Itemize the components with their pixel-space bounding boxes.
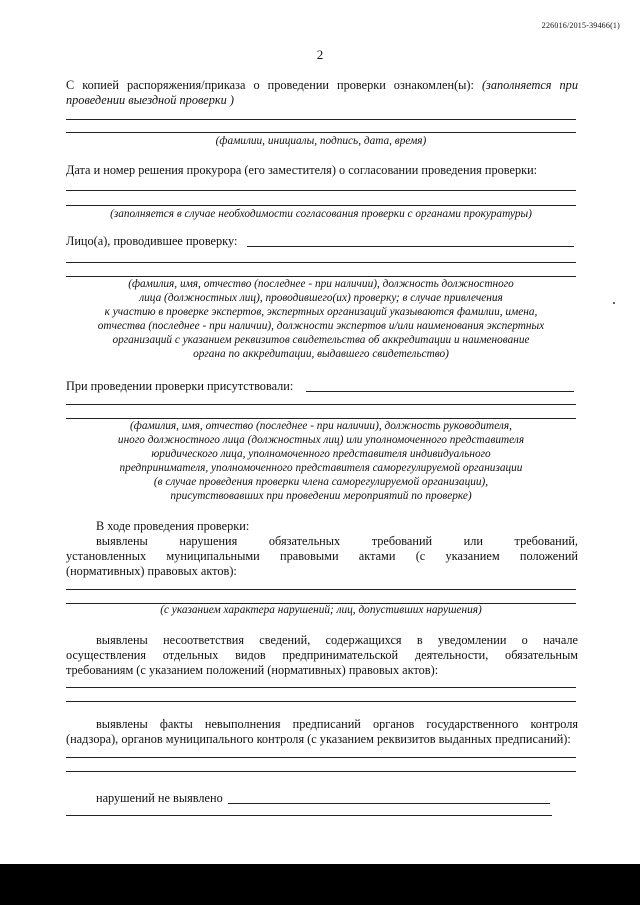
no-violations-line-2[interactable] <box>66 815 552 816</box>
signature-caption: (фамилии, инициалы, подпись, дата, время) <box>215 135 427 147</box>
inspector-caption-line: органа по аккредитации, выдавшего свидетельство) <box>193 348 449 360</box>
violations-caption: (с указанием характера нарушений; лиц, допустивших нарушения) <box>160 604 482 616</box>
attendees-caption-line: иного должностного лица (должностных лиц) или уполномоченного представителя <box>117 434 525 446</box>
prosecutor-decision-line-2[interactable] <box>66 205 576 206</box>
inspector-caption-line: лица (должностных лиц), проводившего(их) проверку; в случае привлечения <box>139 292 503 304</box>
inconsistencies-line: осуществления отдельных видов предпринимательской деятельности, обязательным <box>66 648 578 662</box>
acquaintance-text: С копией распоряжения/приказа о проведении проверки ознакомлен(ы): <box>66 78 482 92</box>
no-violations-field[interactable] <box>228 803 550 804</box>
violations-block <box>66 519 578 579</box>
prosecutor-decision-line-1[interactable] <box>66 190 576 191</box>
page-number: 2 <box>316 47 324 62</box>
attendees-line-2[interactable] <box>66 404 576 405</box>
inconsistencies-field-2[interactable] <box>66 701 576 702</box>
attendees-caption-line: предпринимателя, уполномоченного представителя саморегулируемой организации <box>119 462 523 474</box>
inspector-caption-line: отчества (последнее - при наличии), должности экспертов и/или наименования экспертных <box>97 320 545 332</box>
attendees-caption-line: (в случае проведения проверки члена саморегулируемой организации), <box>153 476 489 488</box>
inconsistencies-line: выявлены несоответствия сведений, содержащихся в уведомлении о начале <box>96 633 578 647</box>
attendees-label: При проведении проверки присутствовали: <box>66 379 294 393</box>
inspector-caption-line: (фамилия, имя, отчество (последнее - при наличии), должность должностного <box>128 278 514 290</box>
attendees-caption-line: присутствовавших при проведении мероприятий по проверке) <box>170 490 472 502</box>
acquaintance-note-cont: проведении выездной проверки ) <box>66 93 234 107</box>
violations-line: выявлены нарушения обязательных требований или требований, <box>96 534 578 548</box>
inspector-label: Лицо(а), проводившее проверку: <box>66 234 238 248</box>
no-violations-label: нарушений не выявлено <box>96 791 223 805</box>
margin-dot <box>613 302 615 304</box>
violations-line: (нормативных) правовых актов): <box>66 564 237 578</box>
prosecutor-decision-caption: (заполняется в случае необходимости согласования проверки с органами прокуратуры) <box>110 208 532 220</box>
inspector-caption <box>66 277 576 361</box>
attendees-field[interactable] <box>306 391 574 392</box>
attendees-caption <box>66 419 576 503</box>
document-id: 226016/2015-39466(1) <box>541 21 620 30</box>
violations-field-1[interactable] <box>66 589 576 590</box>
attendees-caption-line: (фамилия, имя, отчество (последнее - при наличии), должность руководителя, <box>130 420 512 432</box>
acquaintance-paragraph <box>66 78 578 108</box>
orders-field-1[interactable] <box>66 757 576 758</box>
violations-line: установленных муниципальными правовыми актами (с указанием положений <box>66 549 578 563</box>
scan-bottom-bar <box>0 864 640 905</box>
inspector-line-2[interactable] <box>66 262 576 263</box>
orders-block <box>66 717 578 747</box>
inconsistencies-field-1[interactable] <box>66 687 576 688</box>
inspector-field[interactable] <box>247 246 574 247</box>
signature-line-1[interactable] <box>66 119 576 120</box>
prosecutor-decision-label: Дата и номер решения прокурора (его заместителя) о согласовании проведения проверки: <box>66 163 538 177</box>
inconsistencies-block <box>66 633 578 678</box>
violations-intro: В ходе проведения проверки: <box>96 519 250 533</box>
inspector-caption-line: организаций с указанием реквизитов свидетельства об аккредитации и наименование <box>112 334 530 346</box>
acquaintance-note: (заполняется при <box>481 78 578 92</box>
signature-line-2[interactable] <box>66 132 576 133</box>
inspector-caption-line: к участию в проверке экспертов, экспертных организаций указываются фамилии, имена, <box>104 306 538 318</box>
inconsistencies-line: требованиям (с указанием положений (нормативных) правовых актов): <box>66 663 439 677</box>
orders-field-2[interactable] <box>66 771 576 772</box>
orders-line: (надзора), органов муниципального контроля (с указанием реквизитов выданных предписаний): <box>66 732 571 746</box>
orders-line: выявлены факты невыполнения предписаний органов государственного контроля <box>96 717 578 731</box>
attendees-caption-line: юридического лица, уполномоченного представителя индивидуального <box>151 448 491 460</box>
